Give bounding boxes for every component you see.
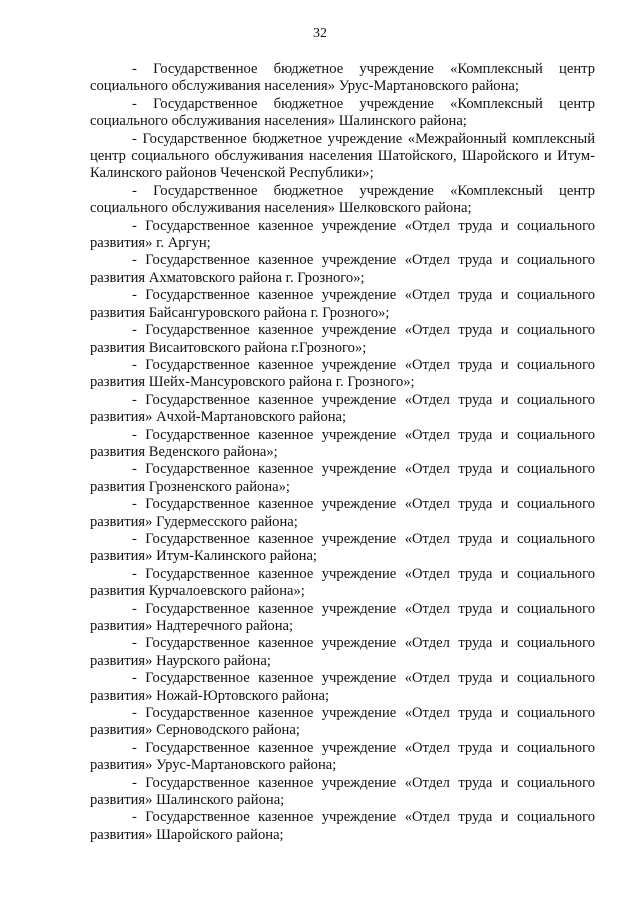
list-item: - Государственное бюджетное учреждение «Комплексный центр социального обслуживания населения» Шалинского района;: [90, 95, 595, 130]
list-item: - Государственное казенное учреждение «Отдел труда и социального развития» Итум-Калинского района;: [90, 530, 595, 565]
list-item: - Государственное бюджетное учреждение «Межрайонный комплексный центр социального обслуживания населения Шатойского, Шаройского и Итум-Калинского районов Чеченской Республики»;: [90, 130, 595, 182]
list-item: - Государственное бюджетное учреждение «Комплексный центр социального обслуживания населения» Урус-Мартановского района;: [90, 61, 595, 95]
list-item: - Государственное казенное учреждение «Отдел труда и социального развития» Надтеречного района;: [90, 600, 595, 634]
list-item: - Государственное казенное учреждение «Отдел труда и социального развития Байсангуровского района г. Грозного»;: [90, 287, 595, 321]
list-item: - Государственное казенное учреждение «Отдел труда и социального развития» Шаройского района;: [90, 809, 595, 843]
list-item: - Государственное бюджетное учреждение «Комплексный центр социального обслуживания населения» Шелковского района;: [90, 182, 595, 217]
list-item: - Государственное казенное учреждение «Отдел труда и социального развития» Шалинского района;: [90, 774, 595, 809]
list-item: - Государственное казенное учреждение «Отдел труда и социального развития Курчалоевского района»;: [90, 565, 595, 600]
list-item: - Государственное казенное учреждение «Отдел труда и социального развития Висаитовского района г.Грозного»;: [90, 322, 595, 356]
list-item: - Государственное казенное учреждение «Отдел труда и социального развития» Урус-Мартановского района;: [90, 739, 595, 774]
list-item: - Государственное казенное учреждение «Отдел труда и социального развития Шейх-Мансуровского района г. Грозного»;: [90, 356, 595, 391]
page-number: 32: [313, 26, 327, 41]
list-item: - Государственное казенное учреждение «Отдел труда и социального развития Грозненского района»;: [90, 461, 595, 495]
list-item: - Государственное казенное учреждение «Отдел труда и социального развития» Ачхой-Мартановского района;: [90, 391, 595, 426]
institution-list: [90, 61, 595, 844]
list-item: - Государственное казенное учреждение «Отдел труда и социального развития Ахматовского района г. Грозного»;: [90, 252, 595, 286]
list-item: - Государственное казенное учреждение «Отдел труда и социального развития» Серноводского района;: [90, 705, 595, 739]
list-item: - Государственное казенное учреждение «Отдел труда и социального развития» Наурского района;: [90, 635, 595, 669]
list-item: - Государственное казенное учреждение «Отдел труда и социального развития» г. Аргун;: [90, 217, 595, 252]
list-item: - Государственное казенное учреждение «Отдел труда и социального развития Веденского района»;: [90, 426, 595, 460]
list-item: - Государственное казенное учреждение «Отдел труда и социального развития» Гудермесского района;: [90, 496, 595, 530]
list-item: - Государственное казенное учреждение «Отдел труда и социального развития» Ножай-Юртовского района;: [90, 670, 595, 704]
